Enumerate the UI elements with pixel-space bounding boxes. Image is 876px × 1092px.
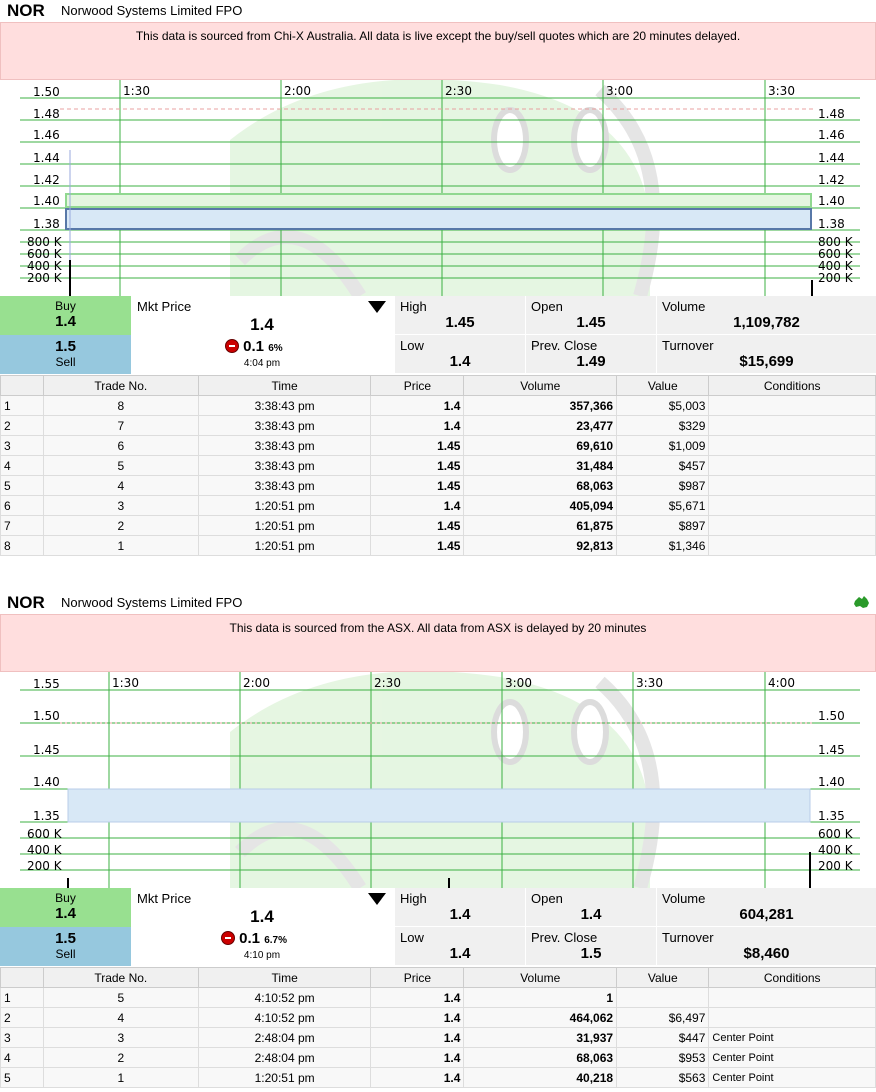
change-value: 0.1 <box>239 930 261 947</box>
trade-value: $5,003 <box>617 396 709 416</box>
volume-label: 600 K <box>818 827 853 841</box>
stat-low <box>394 927 525 966</box>
row-index: 3 <box>1 436 44 456</box>
column-header-row-index[interactable] <box>1 968 44 988</box>
mkt-price-label: Mkt Price <box>137 299 192 314</box>
trade-time: 3:38:43 pm <box>198 436 370 456</box>
trade-volume: 68,063 <box>464 476 617 496</box>
stat-open <box>525 296 656 335</box>
price-label: 1.40 <box>818 775 845 789</box>
trade-conditions: Center Point <box>709 1048 876 1068</box>
trade-conditions <box>709 496 876 516</box>
price-label: 1.55 <box>33 677 60 691</box>
trade-volume: 357,366 <box>464 396 617 416</box>
column-header-trade-price[interactable]: Price <box>371 968 464 988</box>
volume-label: 800 K <box>27 235 62 249</box>
column-header-trade-value[interactable]: Value <box>617 376 709 396</box>
row-index: 4 <box>1 456 44 476</box>
trade-volume: 31,484 <box>464 456 617 476</box>
time-label: 3:30 <box>636 676 663 690</box>
sell-value: 1.5 <box>55 930 76 947</box>
row-index: 8 <box>1 536 44 556</box>
trade-number: 7 <box>43 416 198 436</box>
row-index: 2 <box>1 416 44 436</box>
column-header-trade-number[interactable]: Trade No. <box>43 376 198 396</box>
price-change <box>221 930 287 947</box>
trade-conditions <box>709 516 876 536</box>
volume-label: 400 K <box>27 259 62 273</box>
chart-svg <box>0 672 876 888</box>
price-label: 1.44 <box>33 151 60 165</box>
turnover-value: $15,699 <box>739 353 794 370</box>
trade-time: 2:48:04 pm <box>198 1028 370 1048</box>
price-label: 1.48 <box>33 107 60 121</box>
time-label: 3:00 <box>505 676 532 690</box>
time-label: 2:00 <box>284 84 311 98</box>
volume-label: 200 K <box>818 271 853 285</box>
column-header-trade-conditions[interactable]: Conditions <box>709 376 876 396</box>
trade-value: $329 <box>617 416 709 436</box>
stat-open <box>525 888 656 927</box>
panel-header <box>0 0 876 22</box>
trade-price: 1.45 <box>371 476 464 496</box>
market-price <box>131 296 393 374</box>
prev-close-value: 1.49 <box>576 353 606 370</box>
trade-time: 4:10:52 pm <box>198 988 370 1008</box>
trade-price: 1.45 <box>371 436 464 456</box>
table-header-row <box>1 968 876 988</box>
table-row[interactable] <box>1 536 876 556</box>
trade-volume: 69,610 <box>464 436 617 456</box>
volume-label: 600 K <box>818 247 853 261</box>
table-row[interactable] <box>1 1068 876 1088</box>
quote-summary <box>0 888 876 966</box>
change-value: 0.1 <box>243 338 265 355</box>
trade-value: $447 <box>617 1028 709 1048</box>
watermark-logo <box>230 672 653 888</box>
high-value: 1.45 <box>445 314 475 331</box>
trade-value: $953 <box>617 1048 709 1068</box>
trade-volume: 92,813 <box>464 536 617 556</box>
price-label: 1.44 <box>818 151 845 165</box>
company-name: Norwood Systems Limited FPO <box>61 595 243 610</box>
mkt-price-value: 1.4 <box>250 907 274 926</box>
time-label: 1:30 <box>112 676 139 690</box>
trade-time: 4:10:52 pm <box>198 1008 370 1028</box>
trade-time: 3:38:43 pm <box>198 416 370 436</box>
column-header-trade-time[interactable]: Time <box>198 968 370 988</box>
price-label: 1.50 <box>818 709 845 723</box>
data-source-notice <box>0 614 876 672</box>
prev-close-label: Prev. Close <box>531 338 598 353</box>
trade-conditions <box>709 536 876 556</box>
prev-close-label: Prev. Close <box>531 930 598 945</box>
price-label: 1.38 <box>818 217 845 231</box>
turnover-value: $8,460 <box>743 945 790 962</box>
price-label: 1.35 <box>818 809 845 823</box>
volume-label: 200 K <box>27 859 62 873</box>
price-label: 1.40 <box>33 194 60 208</box>
trade-volume: 23,477 <box>464 416 617 436</box>
company-name: Norwood Systems Limited FPO <box>61 3 243 18</box>
volume-value: 1,109,782 <box>733 314 800 331</box>
intraday-chart[interactable] <box>0 672 876 888</box>
price-label: 1.50 <box>33 85 60 99</box>
trades-table <box>0 375 876 556</box>
row-index: 1 <box>1 396 44 416</box>
panel-header <box>0 592 876 614</box>
trade-price: 1.45 <box>371 536 464 556</box>
table-row[interactable] <box>1 416 876 436</box>
trade-time: 1:20:51 pm <box>198 516 370 536</box>
price-change <box>225 338 283 355</box>
trade-time: 3:38:43 pm <box>198 476 370 496</box>
time-label: 2:00 <box>243 676 270 690</box>
trade-conditions: Center Point <box>709 1068 876 1088</box>
quote-time: 4:04 pm <box>243 358 281 369</box>
trade-price: 1.4 <box>371 1068 464 1088</box>
notice-text: This data is sourced from Chi-X Australia. All data is live except the buy/sell quotes which are 20 minutes delayed. <box>135 29 741 43</box>
trade-price: 1.4 <box>371 1028 464 1048</box>
trade-conditions <box>709 456 876 476</box>
trade-conditions <box>709 416 876 436</box>
price-label: 1.50 <box>33 709 60 723</box>
bid-range-band <box>66 194 811 207</box>
notice-text: This data is sourced from the ASX. All data from ASX is delayed by 20 minutes <box>229 621 647 635</box>
trade-volume: 40,218 <box>464 1068 617 1088</box>
table-row[interactable] <box>1 496 876 516</box>
trade-time: 1:20:51 pm <box>198 1068 370 1088</box>
intraday-chart[interactable] <box>0 80 876 296</box>
trade-number: 5 <box>43 988 198 1008</box>
trade-value: $5,671 <box>617 496 709 516</box>
volume-label: 600 K <box>27 247 62 261</box>
row-index: 5 <box>1 476 44 496</box>
trade-time: 3:38:43 pm <box>198 396 370 416</box>
column-header-trade-number[interactable]: Trade No. <box>43 968 198 988</box>
trade-price: 1.4 <box>371 496 464 516</box>
low-label: Low <box>400 338 424 353</box>
row-index: 4 <box>1 1048 44 1068</box>
trade-number: 4 <box>43 1008 198 1028</box>
low-value: 1.4 <box>449 353 471 370</box>
triangle-down-icon[interactable] <box>368 893 386 905</box>
table-row[interactable] <box>1 436 876 456</box>
price-label: 1.45 <box>33 743 60 757</box>
trade-number: 1 <box>43 1068 198 1088</box>
trade-number: 3 <box>43 496 198 516</box>
quote-panel-asx <box>0 592 876 1092</box>
column-header-trade-volume[interactable]: Volume <box>464 376 617 396</box>
column-header-trade-conditions[interactable]: Conditions <box>709 968 876 988</box>
trade-value: $457 <box>617 456 709 476</box>
trade-time: 1:20:51 pm <box>198 536 370 556</box>
volume-label: 200 K <box>818 859 853 873</box>
price-label: 1.46 <box>818 128 845 142</box>
quote-summary <box>0 296 876 374</box>
prev-close-value: 1.5 <box>580 945 602 962</box>
trade-price: 1.4 <box>371 1048 464 1068</box>
mkt-price-label: Mkt Price <box>137 891 192 906</box>
row-index: 5 <box>1 1068 44 1088</box>
trade-value: $6,497 <box>617 1008 709 1028</box>
open-label: Open <box>531 299 563 314</box>
time-label: 3:00 <box>606 84 633 98</box>
trade-number: 2 <box>43 1048 198 1068</box>
trade-time: 2:48:04 pm <box>198 1048 370 1068</box>
trade-volume: 31,937 <box>464 1028 617 1048</box>
price-label: 1.42 <box>818 173 845 187</box>
stat-high <box>394 888 525 927</box>
trade-conditions <box>709 988 876 1008</box>
stat-turnover <box>656 335 876 374</box>
time-label: 3:30 <box>768 84 795 98</box>
trade-volume: 405,094 <box>464 496 617 516</box>
trade-volume: 464,062 <box>464 1008 617 1028</box>
volume-label: 200 K <box>27 271 62 285</box>
price-label: 1.40 <box>818 194 845 208</box>
trade-number: 6 <box>43 436 198 456</box>
trade-conditions: Center Point <box>709 1028 876 1048</box>
row-index: 2 <box>1 1008 44 1028</box>
stat-prev-close <box>525 927 656 966</box>
high-label: High <box>400 891 427 906</box>
row-index: 1 <box>1 988 44 1008</box>
trade-value: $1,009 <box>617 436 709 456</box>
price-label: 1.38 <box>33 217 60 231</box>
market-price <box>131 888 393 966</box>
trade-price: 1.4 <box>371 1008 464 1028</box>
stat-turnover <box>656 927 876 966</box>
table-row[interactable] <box>1 988 876 1008</box>
trade-conditions <box>709 1008 876 1028</box>
row-index: 7 <box>1 516 44 536</box>
price-label: 1.48 <box>818 107 845 121</box>
table-row[interactable] <box>1 456 876 476</box>
stat-low <box>394 335 525 374</box>
trade-value <box>617 988 709 1008</box>
volume-label: Volume <box>662 299 706 314</box>
buy-value: 1.4 <box>55 905 76 922</box>
open-value: 1.45 <box>576 314 606 331</box>
volume-label: 400 K <box>818 259 853 273</box>
column-header-trade-volume[interactable]: Volume <box>464 968 617 988</box>
volume-value: 604,281 <box>739 906 794 923</box>
sell-quote[interactable] <box>0 927 131 966</box>
change-pct: 6% <box>268 343 283 354</box>
ticker-code: NOR <box>7 1 45 20</box>
trade-value: $987 <box>617 476 709 496</box>
trade-value: $897 <box>617 516 709 536</box>
buy-label: Buy <box>55 299 76 313</box>
trade-price: 1.45 <box>371 456 464 476</box>
price-label: 1.46 <box>33 128 60 142</box>
mkt-price-value: 1.4 <box>250 315 274 334</box>
table-row[interactable] <box>1 396 876 416</box>
trade-volume: 61,875 <box>464 516 617 536</box>
sell-quote[interactable] <box>0 335 131 374</box>
high-label: High <box>400 299 427 314</box>
row-index: 3 <box>1 1028 44 1048</box>
column-header-trade-value[interactable]: Value <box>617 968 709 988</box>
volume-label: 600 K <box>27 827 62 841</box>
minus-circle-icon <box>221 931 235 945</box>
buy-label: Buy <box>55 891 76 905</box>
sell-label: Sell <box>55 947 76 961</box>
buy-quote[interactable] <box>0 296 131 335</box>
trade-price: 1.4 <box>371 988 464 1008</box>
trade-price: 1.4 <box>371 396 464 416</box>
time-label: 2:30 <box>445 84 472 98</box>
trade-conditions <box>709 476 876 496</box>
trade-number: 4 <box>43 476 198 496</box>
price-label: 1.35 <box>33 809 60 823</box>
trade-price: 1.45 <box>371 516 464 536</box>
table-row[interactable] <box>1 1048 876 1068</box>
volume-label: 800 K <box>818 235 853 249</box>
trade-conditions <box>709 396 876 416</box>
trade-price: 1.4 <box>371 416 464 436</box>
table-row[interactable] <box>1 1008 876 1028</box>
trade-number: 2 <box>43 516 198 536</box>
buy-value: 1.4 <box>55 313 76 330</box>
minus-circle-icon <box>225 339 239 353</box>
volume-label: Volume <box>662 891 706 906</box>
trade-number: 1 <box>43 536 198 556</box>
low-value: 1.4 <box>449 945 471 962</box>
low-label: Low <box>400 930 424 945</box>
australia-map-icon <box>853 595 870 610</box>
price-range-band <box>68 789 810 822</box>
trade-time: 3:38:43 pm <box>198 456 370 476</box>
volume-label: 400 K <box>818 843 853 857</box>
volume-label: 400 K <box>27 843 62 857</box>
open-label: Open <box>531 891 563 906</box>
change-pct: 6.7% <box>264 935 287 946</box>
table-row[interactable] <box>1 476 876 496</box>
row-index: 6 <box>1 496 44 516</box>
time-label: 2:30 <box>374 676 401 690</box>
triangle-down-icon[interactable] <box>368 301 386 313</box>
trade-number: 8 <box>43 396 198 416</box>
buy-quote[interactable] <box>0 888 131 927</box>
time-label: 4:00 <box>768 676 795 690</box>
stat-volume <box>656 888 876 927</box>
trades-table <box>0 967 876 1088</box>
trade-number: 3 <box>43 1028 198 1048</box>
chart-svg <box>0 80 876 296</box>
trade-conditions <box>709 436 876 456</box>
data-source-notice <box>0 22 876 80</box>
trade-value: $1,346 <box>617 536 709 556</box>
price-label: 1.42 <box>33 173 60 187</box>
stat-high <box>394 296 525 335</box>
table-header-row <box>1 376 876 396</box>
ticker-code: NOR <box>7 593 45 612</box>
table-row[interactable] <box>1 516 876 536</box>
trade-time: 1:20:51 pm <box>198 496 370 516</box>
trade-volume: 1 <box>464 988 617 1008</box>
trade-value: $563 <box>617 1068 709 1088</box>
high-value: 1.4 <box>449 906 471 923</box>
turnover-label: Turnover <box>662 338 714 353</box>
sell-value: 1.5 <box>55 338 76 355</box>
stat-prev-close <box>525 335 656 374</box>
trade-volume: 68,063 <box>464 1048 617 1068</box>
table-row[interactable] <box>1 1028 876 1048</box>
stat-volume <box>656 296 876 335</box>
ask-range-band <box>66 209 811 229</box>
turnover-label: Turnover <box>662 930 714 945</box>
open-value: 1.4 <box>580 906 602 923</box>
trade-number: 5 <box>43 456 198 476</box>
column-header-row-index[interactable] <box>1 376 44 396</box>
price-label: 1.40 <box>33 775 60 789</box>
column-header-trade-time[interactable]: Time <box>198 376 370 396</box>
column-header-trade-price[interactable]: Price <box>371 376 464 396</box>
quote-time: 4:10 pm <box>243 950 281 961</box>
price-label: 1.45 <box>818 743 845 757</box>
time-label: 1:30 <box>123 84 150 98</box>
sell-label: Sell <box>55 355 76 369</box>
